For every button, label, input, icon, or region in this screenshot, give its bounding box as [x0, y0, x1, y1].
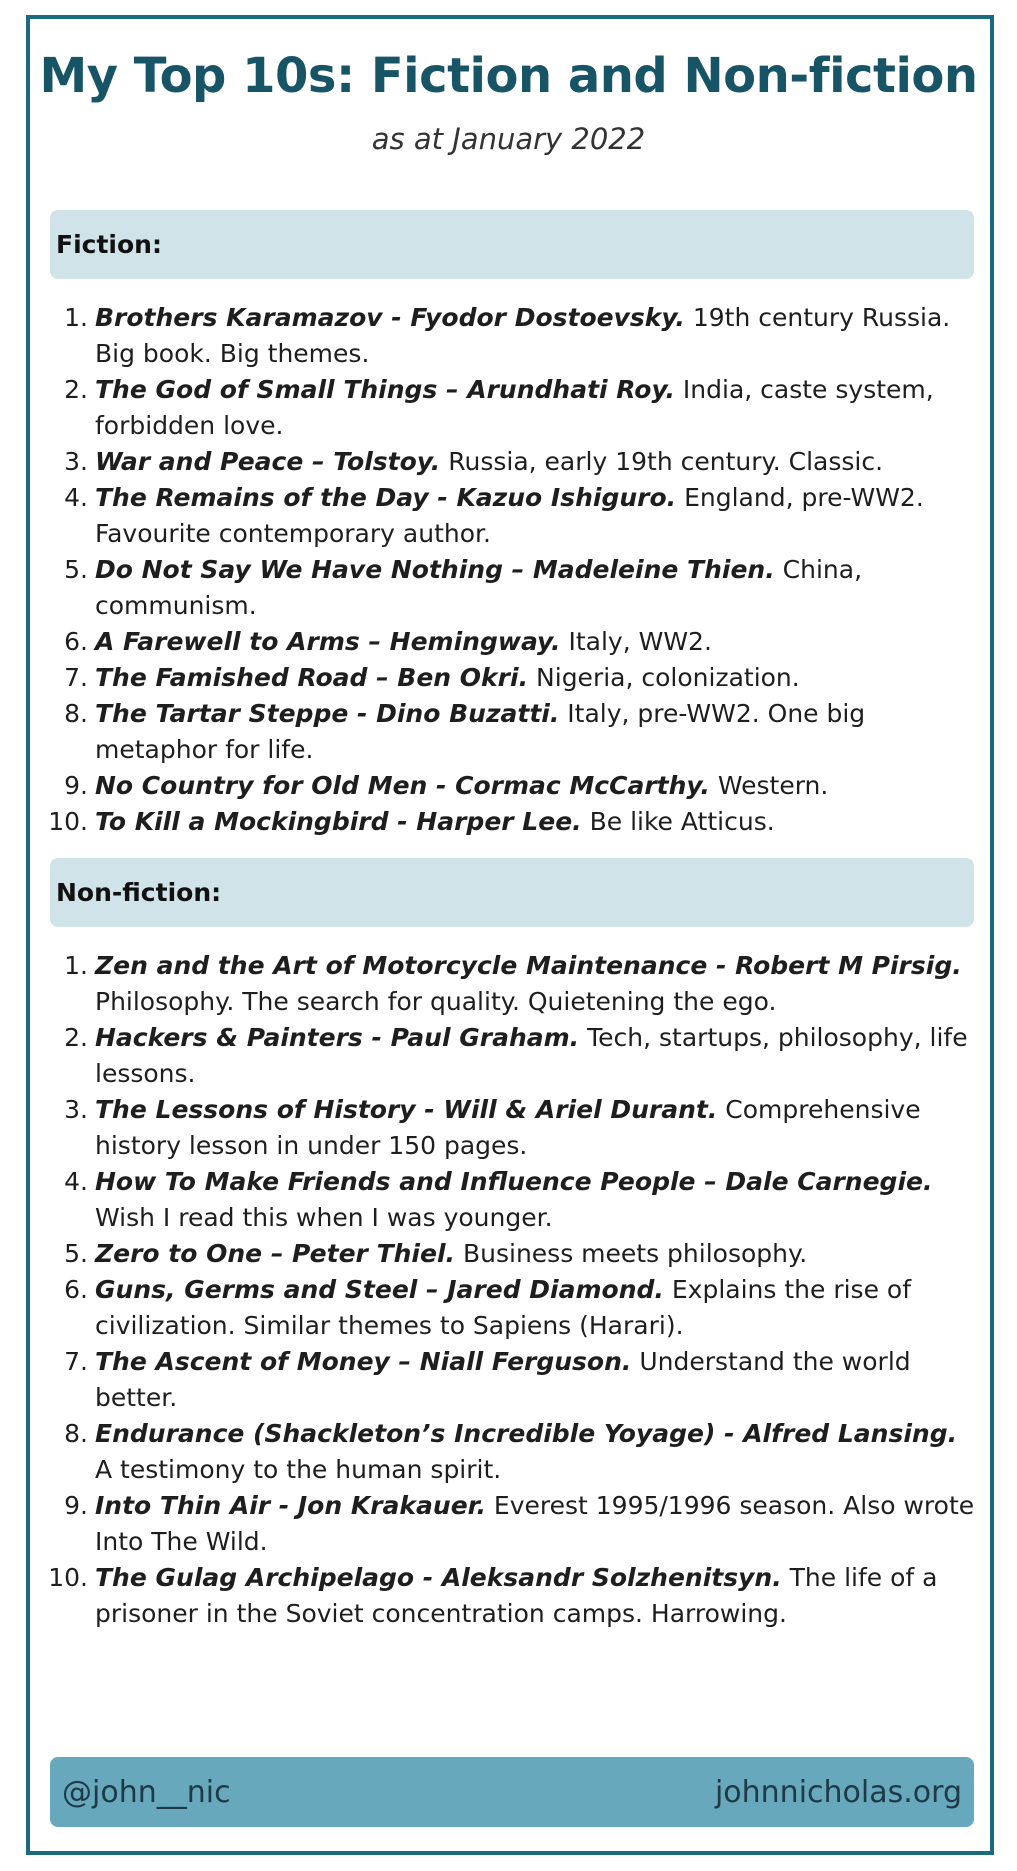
footer-bar: [50, 1757, 974, 1827]
item-number: 3.: [64, 1095, 88, 1124]
book-title: To Kill a Mockingbird - Harper Lee.: [95, 807, 582, 836]
list-item: [0, 1164, 1017, 1236]
book-title: No Country for Old Men - Cormac McCarthy.: [95, 771, 710, 800]
fiction-list: [0, 300, 1017, 840]
book-title: Guns, Germs and Steel – Jared Diamond.: [95, 1275, 664, 1304]
book-title: Do Not Say We Have Nothing – Madeleine Thien.: [95, 555, 775, 584]
book-description: Italy, pre-WW2. One big metaphor for life.: [95, 699, 866, 764]
list-item: [0, 660, 1017, 696]
item-number: 6.: [64, 1275, 88, 1304]
page-subtitle: as at January 2022: [371, 122, 646, 156]
list-item: [0, 300, 1017, 372]
item-number: 8.: [64, 699, 88, 728]
item-number: 4.: [64, 1167, 88, 1196]
book-title: Hackers & Painters - Paul Graham.: [95, 1023, 580, 1052]
book-title: The Lessons of History - Will & Ariel Durant.: [95, 1095, 718, 1124]
social-handle: @john__nic: [62, 1774, 231, 1810]
book-description: England, pre-WW2. Favourite contemporary author.: [95, 483, 924, 548]
fiction-heading: Fiction:: [56, 230, 162, 259]
book-title: The Famished Road – Ben Okri.: [95, 663, 529, 692]
book-description: China, communism.: [95, 555, 863, 620]
item-number: 10.: [48, 1563, 88, 1592]
list-item: [0, 1092, 1017, 1164]
book-description: Western.: [709, 771, 829, 800]
book-description: Nigeria, colonization.: [528, 663, 800, 692]
list-item: [0, 1488, 1017, 1560]
book-description: A testimony to the human spirit.: [95, 1455, 502, 1484]
book-description: Italy, WW2.: [560, 627, 712, 656]
list-item: [0, 624, 1017, 660]
item-number: 4.: [64, 483, 88, 512]
list-item: [0, 372, 1017, 444]
nonfiction-list: [0, 948, 1017, 1632]
item-number: 5.: [64, 1239, 88, 1268]
list-item: [0, 804, 1017, 840]
list-item: [0, 552, 1017, 624]
list-item: [0, 1416, 1017, 1488]
item-number: 7.: [64, 663, 88, 692]
book-description: India, caste system, forbidden love.: [95, 375, 934, 440]
book-description: Everest 1995/1996 season. Also wrote Into The Wild.: [95, 1491, 975, 1556]
item-number: 2.: [64, 1023, 88, 1052]
list-item: [0, 1344, 1017, 1416]
book-description: 19th century Russia. Big book. Big themes.: [95, 303, 951, 368]
book-title: The Gulag Archipelago - Aleksandr Solzhenitsyn.: [95, 1563, 782, 1592]
item-number: 6.: [64, 627, 88, 656]
item-number: 5.: [64, 555, 88, 584]
item-number: 7.: [64, 1347, 88, 1376]
item-number: 9.: [64, 771, 88, 800]
list-item: [0, 948, 1017, 1020]
book-title: The Remains of the Day - Kazuo Ishiguro.: [95, 483, 677, 512]
book-title: How To Make Friends and Influence People – Dale Carnegie.: [95, 1167, 933, 1196]
list-item: [0, 1236, 1017, 1272]
book-title: Endurance (Shackleton’s Incredible Yoyage) - Alfred Lansing.: [95, 1419, 958, 1448]
book-description: Russia, early 19th century. Classic.: [440, 447, 884, 476]
item-number: 1.: [64, 951, 88, 980]
book-title: Zen and the Art of Motorcycle Maintenance - Robert M Pirsig.: [95, 951, 962, 980]
book-title: A Farewell to Arms – Hemingway.: [95, 627, 561, 656]
book-description: Wish I read this when I was younger.: [95, 1203, 553, 1232]
book-description: Understand the world better.: [95, 1347, 911, 1412]
book-title: The Tartar Steppe - Dino Buzatti.: [95, 699, 560, 728]
website-link: johnnicholas.org: [714, 1774, 962, 1810]
book-title: Zero to One – Peter Thiel.: [95, 1239, 456, 1268]
item-number: 10.: [48, 807, 88, 836]
nonfiction-section-header: [50, 858, 974, 927]
book-description: The life of a prisoner in the Soviet concentration camps. Harrowing.: [95, 1563, 938, 1628]
list-item: [0, 1020, 1017, 1092]
book-title: The Ascent of Money – Niall Ferguson.: [95, 1347, 632, 1376]
book-description: Business meets philosophy.: [455, 1239, 808, 1268]
list-item: [0, 1272, 1017, 1344]
list-item: [0, 696, 1017, 768]
list-item: [0, 1560, 1017, 1632]
book-title: Into Thin Air - Jon Krakauer.: [95, 1491, 486, 1520]
list-item: [0, 768, 1017, 804]
book-description: Explains the rise of civilization. Similar themes to Sapiens (Harari).: [95, 1275, 912, 1340]
page-title: My Top 10s: Fiction and Non-fiction: [39, 48, 978, 104]
book-title: War and Peace – Tolstoy.: [95, 447, 441, 476]
item-number: 3.: [64, 447, 88, 476]
fiction-section-header: [50, 210, 974, 279]
item-number: 2.: [64, 375, 88, 404]
item-number: 8.: [64, 1419, 88, 1448]
list-item: [0, 480, 1017, 552]
nonfiction-heading: Non-fiction:: [56, 878, 222, 907]
book-description: Be like Atticus.: [581, 807, 775, 836]
book-description: Philosophy. The search for quality. Quietening the ego.: [95, 987, 777, 1016]
book-title: Brothers Karamazov - Fyodor Dostoevsky.: [95, 303, 685, 332]
item-number: 9.: [64, 1491, 88, 1520]
item-number: 1.: [64, 303, 88, 332]
book-description: Comprehensive history lesson in under 150 pages.: [95, 1095, 921, 1160]
book-title: The God of Small Things – Arundhati Roy.: [95, 375, 675, 404]
list-item: [0, 444, 1017, 480]
book-description: Tech, startups, philosophy, life lessons.: [95, 1023, 968, 1088]
